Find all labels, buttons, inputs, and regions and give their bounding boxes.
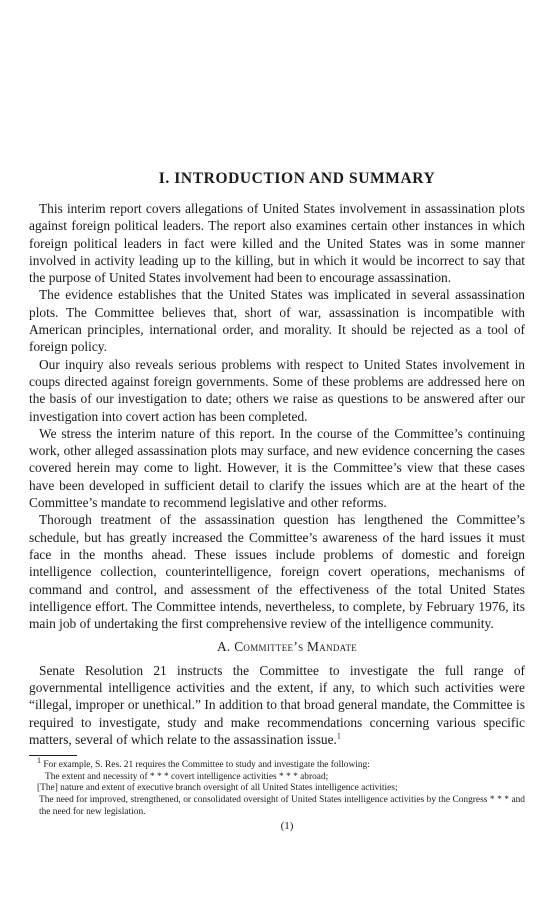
paragraph: Thorough treatment of the assassination question has lengthened the Committee’s schedule, but has greatly increased the Committee’s awareness of the hard issues it must face in the months ahead. These issues include problems of domestic and foreign intelligence collection, counterintelligence, foreign covert operations, mechanisms of command and control, and assessment of the effectiveness of the total United States intelligence effort. The Committee intends, nevertheless, to complete, by February 1976, its main job of undertaking the first comprehensive review of the intelligence community. xyxy=(29,512,525,632)
mandate-text: Senate Resolution 21 instructs the Committee to investigate the full range of governmental intelligence activities and the extent, if any, to which such activities were “illegal, improper or unethical.” In addition to that broad general mandate, the Committee is required to investigate, study and make recommendations concerning various specific matters, several of which relate to the assassination issue. xyxy=(29,662,525,747)
page-number: (1) xyxy=(280,820,294,833)
footnote-marker: 1 xyxy=(37,756,41,766)
footnote xyxy=(29,756,525,818)
section-heading: A. Committee’s Mandate xyxy=(216,639,358,655)
page-title: I. INTRODUCTION AND SUMMARY xyxy=(158,170,436,187)
footnote-lead-text: For example, S. Res. 21 requires the Committee to study and investigate the following: xyxy=(43,760,370,771)
document-page xyxy=(29,170,525,832)
paragraph xyxy=(29,662,525,748)
paragraph: Our inquiry also reveals serious problems with respect to United States involvement in coups directed against foreign governments. Some of these problems are addressed here on the basis of our investigation to date; others we raise as questions to be answered after our investigation into covert action has been completed. xyxy=(29,356,525,424)
footnote-item: The need for improved, strengthened, or consolidated oversight of United States intelligence activities by the Congress * * * and the need for new legislation. xyxy=(39,794,525,817)
footnote-item: [The] nature and extent of executive branch oversight of all United States intelligence activities; xyxy=(37,783,398,794)
footnote-lead xyxy=(29,756,525,772)
paragraph: This interim report covers allegations of United States involvement in assassination plots against foreign political leaders. The report also examines certain other instances in which foreign political leaders in fact were killed and the United States was in some manner involved in activity leading up to the killing, but in which it would be incorrect to say that the purpose of United States involvement had been to encourage assassination. xyxy=(29,201,525,286)
paragraph: We stress the interim nature of this report. In the course of the Committee’s continuing work, other alleged assassination plots may surface, and new evidence concerning the cases covered herein may come to light. However, it is the Committee’s view that these cases have been developed in sufficient detail to clarify the issues which are at the heart of the Committee’s mandate to recommend legislative and other reforms. xyxy=(29,425,525,511)
introduction-body xyxy=(29,200,525,632)
mandate-body xyxy=(29,662,525,748)
paragraph: The evidence establishes that the United States was implicated in several assassination plots. The Committee believes that, short of war, assassination is incompatible with American principles, international order, and morality. It should be rejected as a tool of foreign policy. xyxy=(29,287,525,355)
footnote-item: The extent and necessity of * * * covert intelligence activities * * * abroad; xyxy=(45,771,329,782)
footnote-reference: 1 xyxy=(336,731,341,741)
